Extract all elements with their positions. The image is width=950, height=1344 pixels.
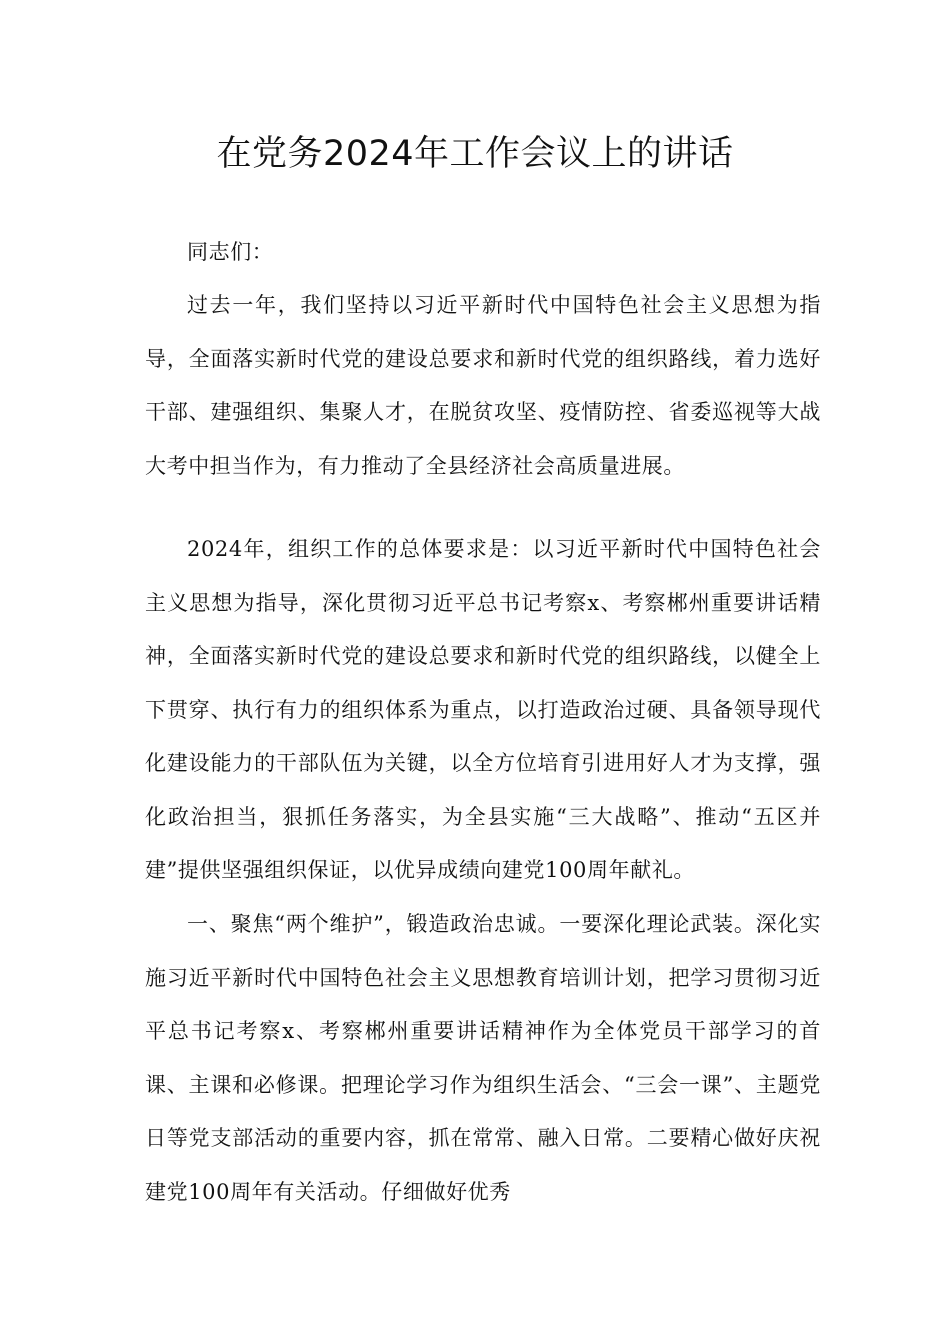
document-title: 在党务2024年工作会议上的讲话 [216,134,734,174]
paragraph-section-one: 一、聚焦“两个维护”，锻造政治忠诚。一要深化理论武装。深化实施习近平新时代中国特色社会主义思想教育培训计划，把学习贯彻习近平总书记考察x、考察郴州重要讲话精神作为全体党员干部学习的首课、主课和必修课。把理论学习作为组织生活会、“三会一课”、主题党日等党支部活动的重要内容，抓在常常、融入日常。二要精心做好庆祝建党100周年有关活动。仔细做好优秀 [145,912,821,1204]
paragraph-requirements: 2024年，组织工作的总体要求是：以习近平新时代中国特色社会主义思想为指导，深化贯彻习近平总书记考察x、考察郴州重要讲话精神，全面落实新时代党的建设总要求和新时代党的组织路线，以健全上下贯穿、执行有力的组织体系为重点，以打造政治过硬、具备领导现代化建设能力的干部队伍为关键，以全方位培育引进用好人才为支撑，强化政治担当，狠抓任务落实，为全县实施“三大战略”、推动“五区并建”提供坚强组织保证，以优异成绩向建党100周年献礼。 [145,537,821,882]
salutation: 同志们： [187,240,274,264]
paragraph-review: 过去一年，我们坚持以习近平新时代中国特色社会主义思想为指导，全面落实新时代党的建设总要求和新时代党的组织路线，着力选好干部、建强组织、集聚人才，在脱贫攻坚、疫情防控、省委巡视等大战大考中担当作为，有力推动了全县经济社会高质量进展。 [145,293,821,478]
